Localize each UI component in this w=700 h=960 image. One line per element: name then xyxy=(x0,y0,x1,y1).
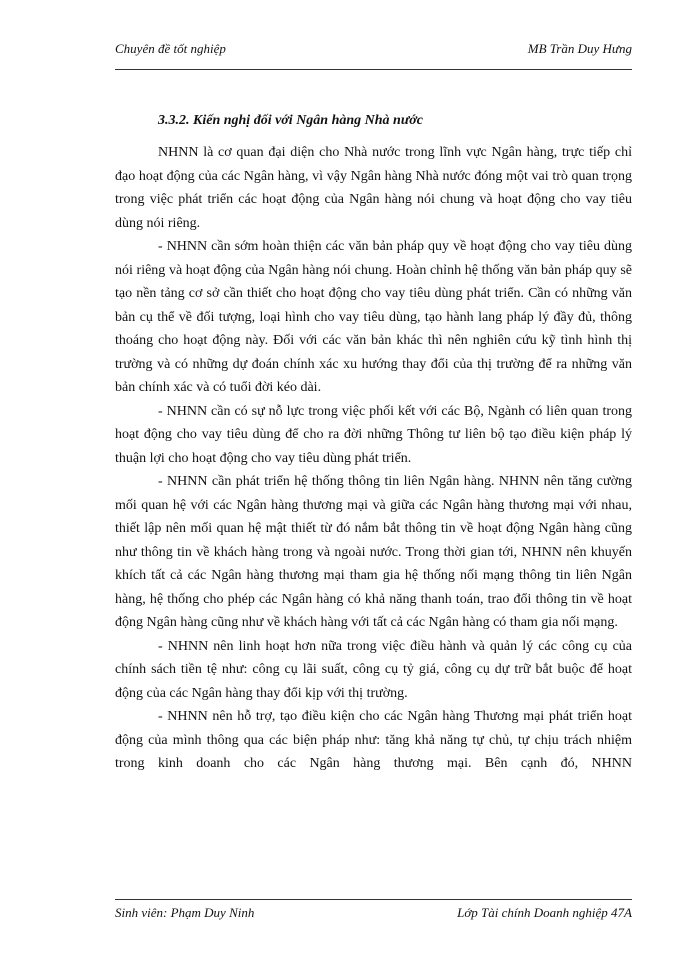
footer-left-text: Sinh viên: Phạm Duy Ninh xyxy=(115,905,255,920)
paragraph-monetary-policy: - NHNN nên linh hoạt hơn nữa trong việc điều hành và quản lý các công cụ của chính sách tiền tệ như: công cụ lãi suất, công cụ tỷ giá, công cụ dự trữ bắt buộc để hoạt động của các Ngân hàng thay đổi kịp với thị trường. xyxy=(115,638,632,701)
header-left-text: Chuyên đề tốt nghiệp xyxy=(115,41,226,56)
paragraph-information-system: - NHNN cần phát triển hệ thống thông tin liên Ngân hàng. NHNN nên tăng cường mối quan hệ với các Ngân hàng thương mại và giữa các Ngân hàng thương mại với nhau, thiết lập nên mối quan hệ mật thiết từ đó nắm bắt thông tin về hoạt động Ngân hàng cũng như thông tin về khách hàng trong và ngoài nước. Trong thời gian tới, NHNN nên khuyến khích tất cả các Ngân hàng thương mại tham gia hệ thống nối mạng thông tin liên Ngân hàng, hệ thống cho phép các Ngân hàng có khả năng thanh toán, trao đổi thông tin về hoạt động Ngân hàng cũng như về khách hàng với tất cả các Ngân hàng có tham gia nối mạng. xyxy=(115,474,632,630)
header-right-text: MB Trần Duy Hưng xyxy=(527,41,632,56)
paragraph-legal-framework: - NHNN cần sớm hoàn thiện các văn bản pháp quy về hoạt động cho vay tiêu dùng nói riêng và hoạt động của Ngân hàng nói chung. Hoàn chỉnh hệ thống văn bản pháp quy sẽ tạo nền tảng cơ sở cần thiết cho hoạt động cho vay tiêu dùng phát triển. Cần có những văn bản cụ thể về đối tượng, loại hình cho vay tiêu dùng, tạo hành lang pháp lý đầy đủ, thông thoáng cho hoạt động này. Đối với các văn bản khác thì nên nghiên cứu kỹ tình hình thị trường và có những dự đoán chính xác xu hướng thay đổi của thị trường để ra những văn bản chính xác và có tuổi đời kéo dài. xyxy=(115,239,632,395)
paragraph-support: - NHNN nên hỗ trợ, tạo điều kiện cho các Ngân hàng Thương mại phát triển hoạt động của mình thông qua các biện pháp như: tăng khả năng tự chủ, tự chịu trách nhiệm trong kinh doanh cho các Ngân hàng thương mại. Bên cạnh đó, NHNN xyxy=(115,709,632,771)
paragraph-coordination: - NHNN cần có sự nỗ lực trong việc phối kết với các Bộ, Ngành có liên quan trong hoạt động cho vay tiêu dùng để cho ra đời những Thông tư liên bộ tạo điều kiện pháp lý thuận lợi cho hoạt động cho vay tiêu dùng phát triển. xyxy=(115,403,632,466)
paragraph-intro: NHNN là cơ quan đại diện cho Nhà nước trong lĩnh vực Ngân hàng, trực tiếp chỉ đạo hoạt động của các Ngân hàng, vì vậy Ngân hàng Nhà nước đóng một vai trò quan trọng trong việc phát triển các hoạt động của Ngân hàng nói chung và hoạt động cho vay tiêu dùng nói riêng. xyxy=(115,145,632,231)
section-title: 3.3.2. Kiến nghị đối với Ngân hàng Nhà nước xyxy=(158,113,423,128)
header-divider xyxy=(115,69,632,70)
document-body xyxy=(115,113,632,776)
footer-divider xyxy=(115,899,632,900)
footer-right-text: Lớp Tài chính Doanh nghiệp 47A xyxy=(457,905,632,920)
